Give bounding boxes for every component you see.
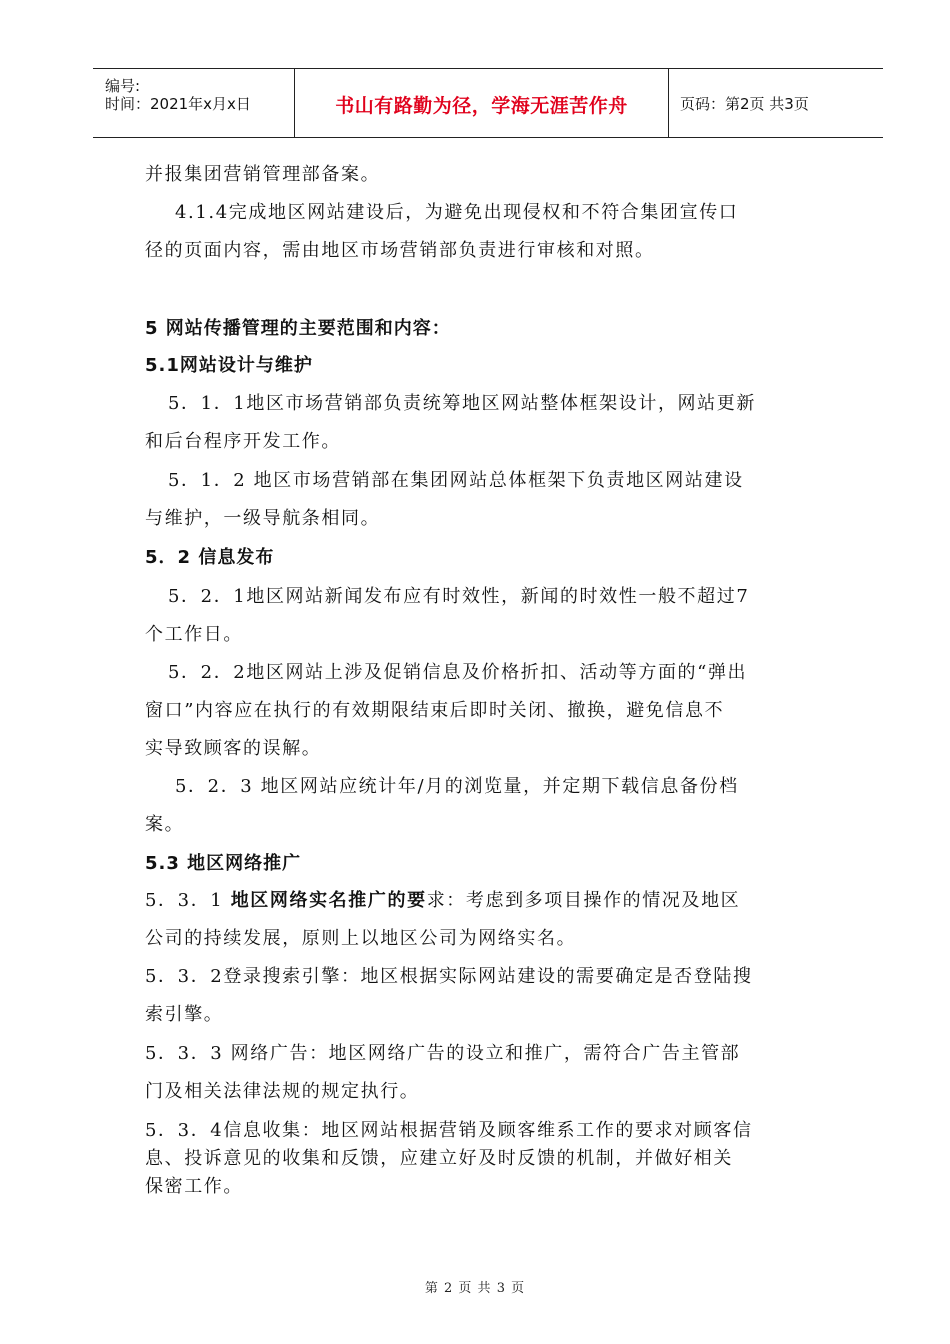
paragraph-line: 5．1．2 地区市场营销部在集团网站总体框架下负责地区网站建设: [168, 470, 744, 491]
paragraph-line: 4.1.4完成地区网站建设后，为避免出现侵权和不符合集团宣传口: [175, 202, 739, 223]
item-text: 求：考虑到多项目操作的情况及地区: [426, 890, 741, 911]
paragraph-line: 5．1．1地区市场营销部负责统筹地区网站整体框架设计，网站更新: [168, 393, 756, 414]
document-header: [93, 68, 883, 138]
document-time-label: 时间：2021年x月x日: [105, 95, 251, 113]
header-motto: 书山有路勤为径，学海无涯苦作舟: [335, 95, 628, 117]
bold-term: 地区网络实名推广的要: [230, 890, 427, 911]
paragraph-line: 公司的持续发展，原则上以地区公司为网络实名。: [145, 928, 577, 949]
header-right-cell: [668, 69, 883, 137]
paragraph-line: 门及相关法律法规的规定执行。: [145, 1081, 420, 1102]
paragraph-line: 5．2．3 地区网站应统计年/月的浏览量，并定期下载信息备份档: [175, 776, 739, 797]
paragraph-line: 窗口”内容应在执行的有效期限结束后即时关闭、撤换，避免信息不: [145, 700, 725, 721]
section-heading-5-3: 5.3 地区网络推广: [145, 853, 302, 874]
paragraph-line: 并报集团营销管理部备案。: [145, 164, 381, 185]
page-footer: 第 2 页 共 3 页: [424, 1281, 526, 1296]
paragraph-line: 5．2．2地区网站上涉及促销信息及价格折扣、活动等方面的“弹出: [168, 662, 748, 683]
header-page-info: 页码：第2页 共3页: [680, 95, 809, 113]
section-heading-5-2: 5．2 信息发布: [145, 547, 275, 568]
paragraph-line: 5．3．4信息收集：地区网站根据营销及顾客维系工作的要求对顾客信: [145, 1120, 753, 1141]
section-heading-5: 5 网站传播管理的主要范围和内容：: [145, 318, 451, 339]
paragraph-line: [145, 886, 740, 912]
paragraph-line: 个工作日。: [145, 624, 243, 645]
item-number: 5．3．1: [145, 890, 231, 911]
paragraph-line: 实导致顾客的误解。: [145, 738, 322, 759]
section-heading-5-1: 5.1网站设计与维护: [145, 355, 313, 376]
paragraph-line: 和后台程序开发工作。: [145, 431, 341, 452]
paragraph-line: 息、投诉意见的收集和反馈，应建立好及时反馈的机制，并做好相关: [145, 1148, 733, 1169]
paragraph-line: 径的页面内容，需由地区市场营销部负责进行审核和对照。: [145, 240, 655, 261]
document-number-label: 编号:: [105, 77, 141, 95]
paragraph-line: 5．3．2登录搜索引擎：地区根据实际网站建设的需要确定是否登陆搜: [145, 966, 753, 987]
header-left-cell: [93, 69, 293, 137]
paragraph-line: 与维护，一级导航条相同。: [145, 508, 381, 529]
paragraph-line: 案。: [145, 814, 185, 835]
paragraph-line: 保密工作。: [145, 1176, 243, 1197]
header-middle-cell: [294, 69, 669, 137]
paragraph-line: 5．3．3 网络广告：地区网络广告的设立和推广，需符合广告主管部: [145, 1043, 741, 1064]
paragraph-line: 5．2．1地区网站新闻发布应有时效性，新闻的时效性一般不超过7: [168, 586, 750, 607]
paragraph-line: 索引擎。: [145, 1004, 224, 1025]
